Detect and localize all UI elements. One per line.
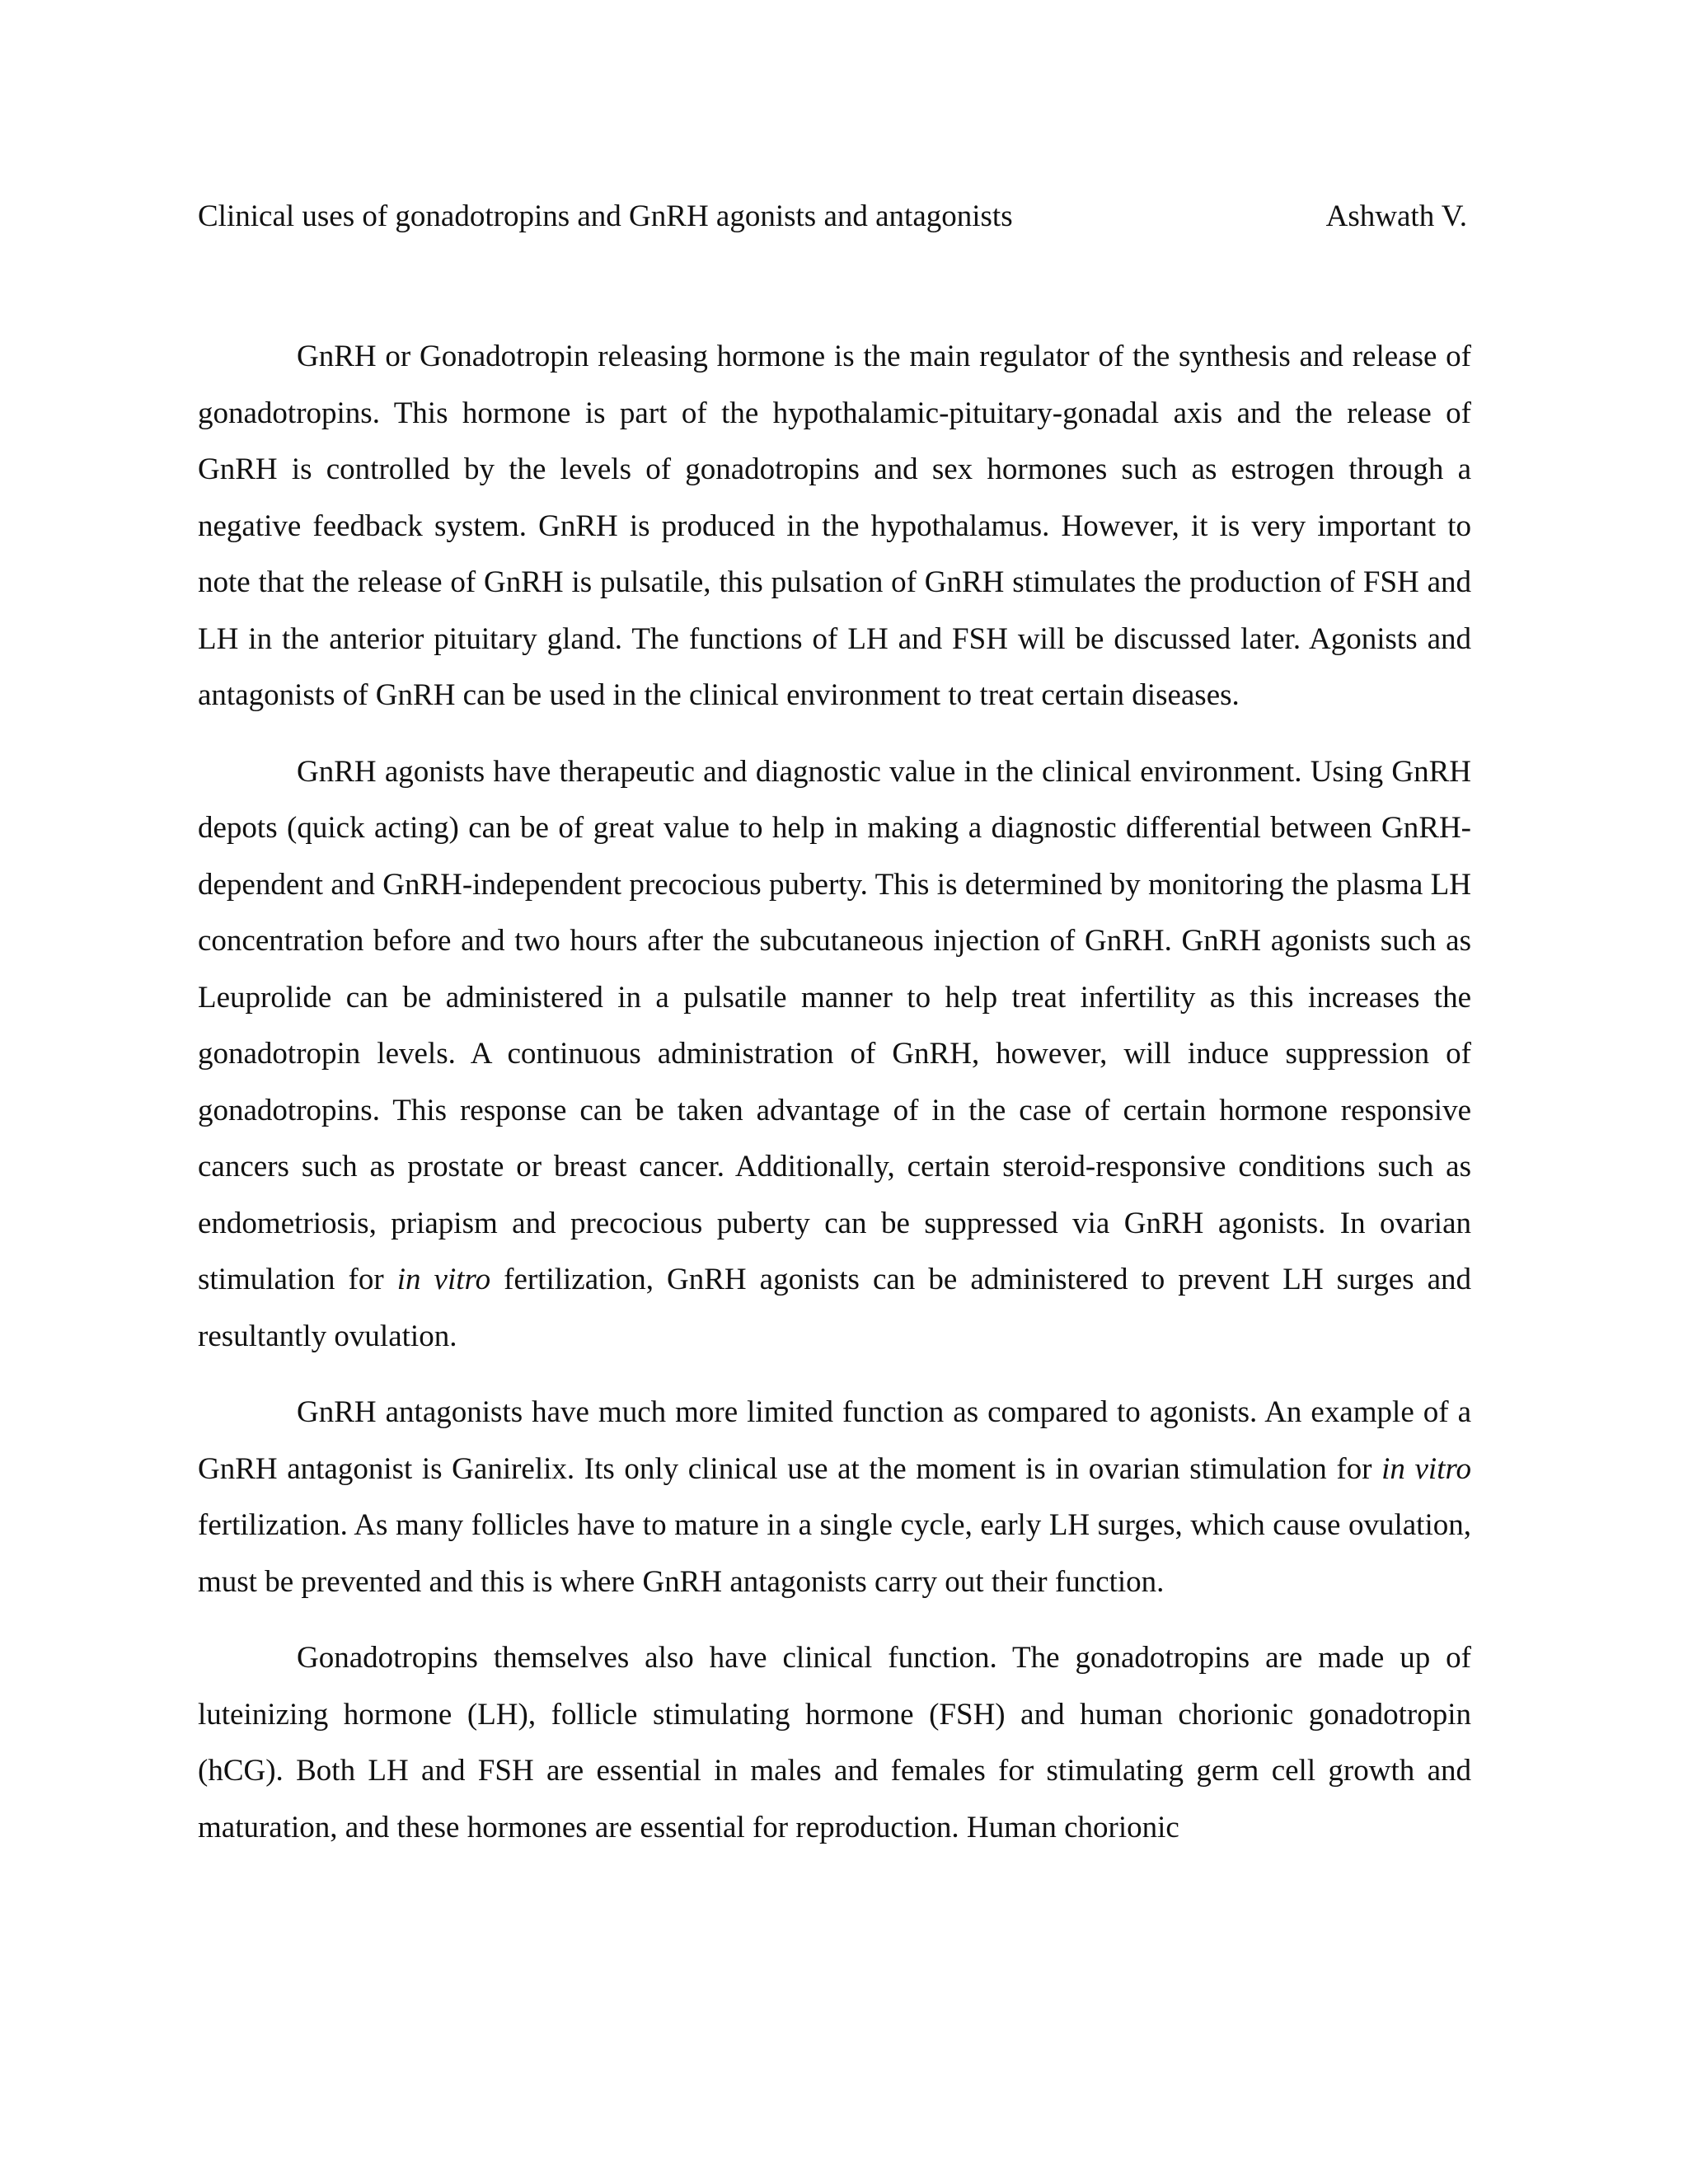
italic-term: in vitro [1381, 1451, 1472, 1486]
document-body [198, 329, 1471, 1856]
paragraph-gonadotropins [198, 1630, 1471, 1856]
paragraph-gnrh-agonists [198, 744, 1471, 1366]
italic-term: in vitro [396, 1263, 491, 1296]
document-title: Clinical uses of gonadotropins and GnRH agonists and antagonists [198, 199, 1013, 233]
paragraph-gnrh-overview [198, 329, 1471, 724]
paragraph-gnrh-antagonists [198, 1385, 1471, 1610]
paragraph-text: GnRH agonists have therapeutic and diagnostic value in the clinical environment. Using GnRH depots (quick acting) can be of great value to help in making a diagnostic differential between GnRH-dependent and GnRH-independent precocious puberty. This is determined by monitoring the plasma LH concentration before and two hours after the subcutaneous injection of GnRH. GnRH agonists such as Leuprolide can be administered in a pulsatile manner to help treat infertility as this increases the gonadotropin levels. A continuous administration of GnRH, however, will induce suppression of gonadotropins. This response can be taken advantage of in the case of certain hormone responsive cancers such as prostate or breast cancer. Additionally, certain steroid-responsive conditions such as endometriosis, priapism and precocious puberty can be suppressed via GnRH agonists. In ovarian stimulation for [198, 754, 1471, 1296]
paragraph-text: fertilization, GnRH agonists can be administered to prevent LH surges and resultantly ovulation. [198, 1263, 1472, 1353]
page-header [198, 196, 1467, 237]
paragraph-text: Gonadotropins themselves also have clinical function. The gonadotropins are made up of luteinizing hormone (LH), follicle stimulating hormone (FSH) and human chorionic gonadotropin (hCG). Both LH and FSH are essential in males and females for stimulating germ cell growth and maturation, and these hormones are essential for reproduction. Human chorionic [198, 1641, 1471, 1844]
author-name: Ashwath V. [1325, 199, 1467, 233]
paragraph-text: fertilization. As many follicles have to mature in a single cycle, early LH surges, which cause ovulation, must be prevented and this is where GnRH antagonists carry out their function. [198, 1508, 1471, 1599]
paragraph-text: GnRH antagonists have much more limited function as compared to agonists. An example of a GnRH antagonist is Ganirelix. Its only clinical use at the moment is in ovarian stimulation for [198, 1395, 1471, 1486]
paragraph-text: GnRH or Gonadotropin releasing hormone is the main regulator of the synthesis and release of gonadotropins. This hormone is part of the hypothalamic-pituitary-gonadal axis and the release of GnRH is controlled by the levels of gonadotropins and sex hormones such as estrogen through a negative feedback system. GnRH is produced in the hypothalamus. However, it is very important to note that the release of GnRH is pulsatile, this pulsation of GnRH stimulates the production of FSH and LH in the anterior pituitary gland. The functions of LH and FSH will be discussed later. Agonists and antagonists of GnRH can be used in the clinical environment to treat certain diseases. [198, 340, 1471, 712]
